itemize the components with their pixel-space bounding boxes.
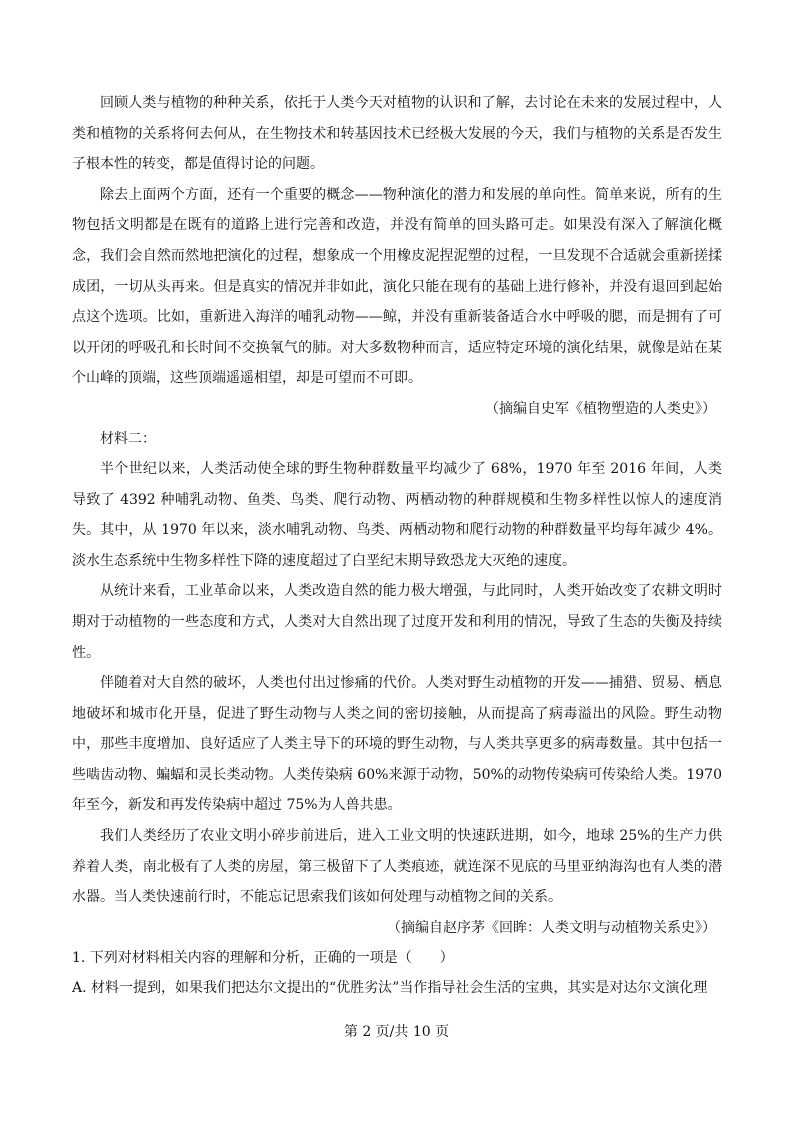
document-page <box>72 88 722 1003</box>
material2-paragraph-2: 从统计来看，工业革命以来，人类改造自然的能力极大增强，与此同时，人类开始改变了农耕文明时期对于动植物的一些态度和方式，人类对大自然出现了过度开发和利用的情况，导致了生态的失衡及持续性。 <box>72 583 722 661</box>
material1-paragraph-2: 除去上面两个方面，还有一个重要的概念——物种演化的潜力和发展的单向性。简单来说，所有的生物包括文明都是在既有的道路上进行完善和改造，并没有简单的回头路可走。如果没有深入了解演化概念，我们会自然而然地把演化的过程，想象成一个用橡皮泥捏泥塑的过程，一旦发现不合适就会重新搓揉成团，一切从头再来。但是真实的情况并非如此，演化只能在现有的基础上进行修补，并没有退回到起始点这个选项。比如，重新进入海洋的哺乳动物——鲸，并没有重新装备适合水中呼吸的腮，而是拥有了可以开闭的呼吸孔和长时间不交换氧气的肺。对大多数物种而言，适应特定环境的演化结果，就像是站在某个山峰的顶端，这些顶端遥遥相望，却是可望而不可即。 <box>72 186 722 387</box>
material2-label: 材料二： <box>100 430 156 447</box>
material2-paragraph-3: 伴随着对大自然的破坏，人类也付出过惨痛的代价。人类对野生动植物的开发——捕猎、贸易、栖息地破坏和城市化开垦，促进了野生动物与人类之间的密切接触，从而提高了病毒溢出的风险。野生动物中，那些丰度增加、良好适应了人类主导下的环境的野生动物，与人类共享更多的病毒数量。其中包括一些啮齿动物、蝙蝠和灵长类动物。人类传染病 60%来源于动物，50%的动物传染病可传染给人类。1970 年至今，新发和再发传染病中超过 75%为人兽共患。 <box>72 675 722 814</box>
material2-source: （摘编自赵序茅《回眸：人类文明与动植物关系史》） <box>387 919 716 936</box>
material2-paragraph-4: 我们人类经历了农业文明小碎步前进后，进入工业文明的快速跃进期，如今，地球 25%的生产力供养着人类，南北极有了人类的房屋，第三极留下了人类痕迹，就连深不见底的马里亚纳海沟也有人类的潜水器。当人类快速前行时，不能忘记思索我们该如何处理与动植物之间的关系。 <box>72 828 722 906</box>
question-1-option-a: A. 材料一提到，如果我们把达尔文提出的“优胜劣汰”当作指导社会生活的宝典，其实是对达尔文演化理 <box>72 979 708 996</box>
page-number-footer: 第 2 页/共 10 页 <box>343 1024 450 1040</box>
material1-paragraph-1: 回顾人类与植物的种种关系，依托于人类今天对植物的认识和了解，去讨论在未来的发展过程中，人类和植物的关系将何去何从，在生物技术和转基因技术已经极大发展的今天，我们与植物的关系是否发生子根本性的转变，都是值得讨论的问题。 <box>72 95 722 173</box>
material2-paragraph-1: 半个世纪以来，人类活动使全球的野生物种群数量平均减少了 68%，1970 年至 2016 年间，人类导致了 4392 种哺乳动物、鱼类、鸟类、爬行动物、两栖动物的种群规模和生物多样性以惊人的速度消失。其中，从 1970 年以来，淡水哺乳动物、鸟类、两栖动物和爬行动物的种群数量平均每年减少 4%。淡水生态系统中生物多样性下降的速度超过了白垩纪末期导致恐龙大灭绝的速度。 <box>72 460 722 569</box>
material1-source: （摘编自史军《植物塑造的人类史》） <box>485 400 716 417</box>
question-1-stem: 1. 下列对材料相关内容的理解和分析，正确的一项是（ ） <box>72 949 454 966</box>
